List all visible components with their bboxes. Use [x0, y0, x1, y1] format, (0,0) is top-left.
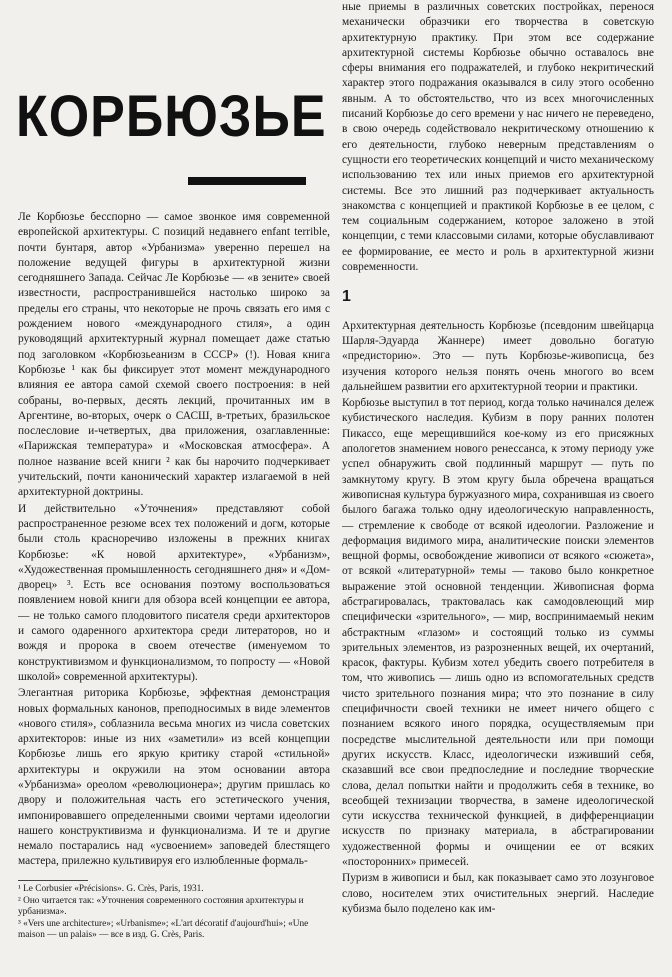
paragraph: И действительно «Уточнения» представляют собой распространенное резюме всех тех положений и догм, которые были столь красноречиво изложены в прежних книгах Корбюзье: «К новой архитектуре», «Урбанизм», «Художественная промышленность сегодняшнего дня» и «Дом-дворец» ³. Есть все основания поэтому воспользоваться появлением новой книги для обзора всей концепции ее автора, — не только самого плодовитого писателя среди архитекторов и самого одаренного архитектора среди литераторов, но и вождя и пророка в своем отечестве (именуемом то конструктивизмом и функционализмом, то попросту — «Новой школой» современной архитектуры). — [18, 502, 330, 683]
right-column — [342, 0, 654, 918]
article-title: КОРБЮЗЬЕ — [16, 84, 327, 150]
paragraph: Корбюзье выступил в тот период, когда только начинался дележ кубистического наследия. Кубизм в пору ранних полотен Пикассо, еще мерещившийся кое-кому из его присяжных апологетов знамением нового ренессанса, к этому периоду уже успел обнаружить свой подлинный маршрут — путь по замкнутому кругу. В этом кругу была обречена вращаться живописная культура буржуазного мира, сохранившая из своего былого багажа только одну идеологическую направленность, — стремление к свободе от всякой идеологии. Разложение и деформация видимого мира, аналитические поиски элементов вещной формы, освобождение живописи от всякого «сюжета», от всякой «литературной» темы — таково было конкретное выражение этой основной тенденции. Живописная форма абстрагировалась, трактовалась как самодовлеющий мир специфически «зрительного», — мир, воспринимаемый неким абстрактным «глазом» и состоящий только из суммы зрительных элементов, из разрозненных вещей, их очертаний, красок, фактуры. Кубизм хотел убедить своего потребителя в том, что живопись — лишь одно из вспомогательных средств чисто зрительного познания мира; что это познание в силу специфичности своей техники не имеет ничего общего с познанием всякого иного порядка, осуществляемым при посредстве мыслительной деятельности или при помощи других искусств. Класс, идеологически изживший себя, сказавший все свои предпоследние и последние творческие слова, делал попытки найти и продолжить себя в технике, во всеобщей технизации творчества, в замене идеологической сути искусства технической функцией, в дифференциации искусств по признаку материала, в абстрагировании художественной формы и очищении ее от всяких «посторонних» примесей. — [342, 397, 654, 869]
paragraph: ные приемы в различных советских постройках, перенося механически образчики его творчества в советскую архитектурную практику. При этом все содержание архитектурной системы Корбюзье обычно оставалось вне сферы внимания его подражателей, и глубоко некритический характер этого подражания оказывался в силу этого особенно явным. А то обстоятельство, что из всех многочисленных писаний Корбюзье до сего времени у нас ничего не переведено, в свою очередь содействовало некритическому отношению к его деятельности, глубоко неверным представлениям о сущности его теоретических концепций и чисто механическому использованию тех или иных приемов его архитектурной системы. Все это лишний раз подчеркивает актуальность знакомства с концепцией и практикой Корбюзье в ее целом, с тем социальным содержанием, которое заложено в этой концепции, с теми классовыми силами, которые обуславливают ее формирование, ее место и роль в архитектурной жизни современности. — [342, 1, 654, 274]
footnote: ² Оно читается так: «Уточнения современного состояния архитектуры и урбанизма». — [18, 895, 304, 917]
paragraph: Ле Корбюзье бесспорно — самое звонкое имя современной европейской архитектуры. С позиций недавнего enfant terrible, почти бунтаря, автор «Урбанизма» уверенно перешел на положение ведущей фигуры в архитектурной жизни сегодняшнего Запада. Сейчас Ле Корбюзье — «в зените» своей известности, распространившейся настолько широко за пределы его страны, что некоторые не прочь связать его имя с рождением нового «международного стиля», а один руководящий архитектурный журнал помещает даже статью под заголовком «Корбюзьеанизм в СССР» (!). Новая книга Корбюзье ¹ как бы фиксирует этот момент международного влияния ее автора самой схемой своего построения: в ней собраны, во-первых, десять лекций, прочитанных им в Аргентине, во-вторых, очерк о САСШ, в-третьих, бразильское послесловие и-четвертых, два приложения, озаглавленные: «Парижская температура» и «Московская атмосфера». А полное название всей книги ² как бы нарочито подчеркивает учительский, почти канонический характер излагаемой в ней архитектурной доктрины. — [18, 211, 330, 499]
footnote-divider — [18, 880, 88, 881]
section-number: 1 — [342, 288, 351, 306]
footnote: ³ «Vers une architecture»; «Urbanisme»; «L'art décoratif d'aujourd'hui»; «Une maison — un palais» — все в изд. G. Crès, Paris. — [18, 918, 309, 940]
paragraph: Пуризм в живописи и был, как показывает само это лозунговое слово, носителем этих очистительных энергий. Наследие кубизма было поделено как им- — [342, 872, 654, 915]
paragraph: Элегантная риторика Корбюзье, эффектная демонстрация новых формальных канонов, преподносимых в виде элементов «нового стиля», соблазнила весьма многих из числа советских архитекторов: иные из них «заметили» из всей концепции Корбюзье лишь его яркую критику старой «стильной» архитектуры и окружили на этом основании автора «Урбанизма» ореолом «революционера»; другим пришлась ко двору и положительная часть его эстетического учения, импонировавшего определенными своими чертами идеологии нашего конструктивизма и функционализма. И те и другие немало постарались над «усвоением» заповедей блестящего мастера, прилежно культивируя его излюбленные формаль- — [18, 687, 330, 868]
footnote: ¹ Le Corbusier «Précisions». G. Crès, Paris, 1931. — [18, 884, 204, 894]
title-rule — [188, 177, 306, 185]
left-column — [18, 210, 330, 871]
footnotes — [18, 884, 330, 942]
paragraph: Архитектурная деятельность Корбюзье (псевдоним швейцарца Шарля-Эдуарда Жаннере) имеет довольно богатую «предисторию». Это — путь Корбюзье-живописца, без изучения которого нельзя понять очень многого во всем дальнейшем развитии его архитектурной теории и практики. — [342, 319, 654, 393]
show-through-text — [0, 0, 330, 40]
